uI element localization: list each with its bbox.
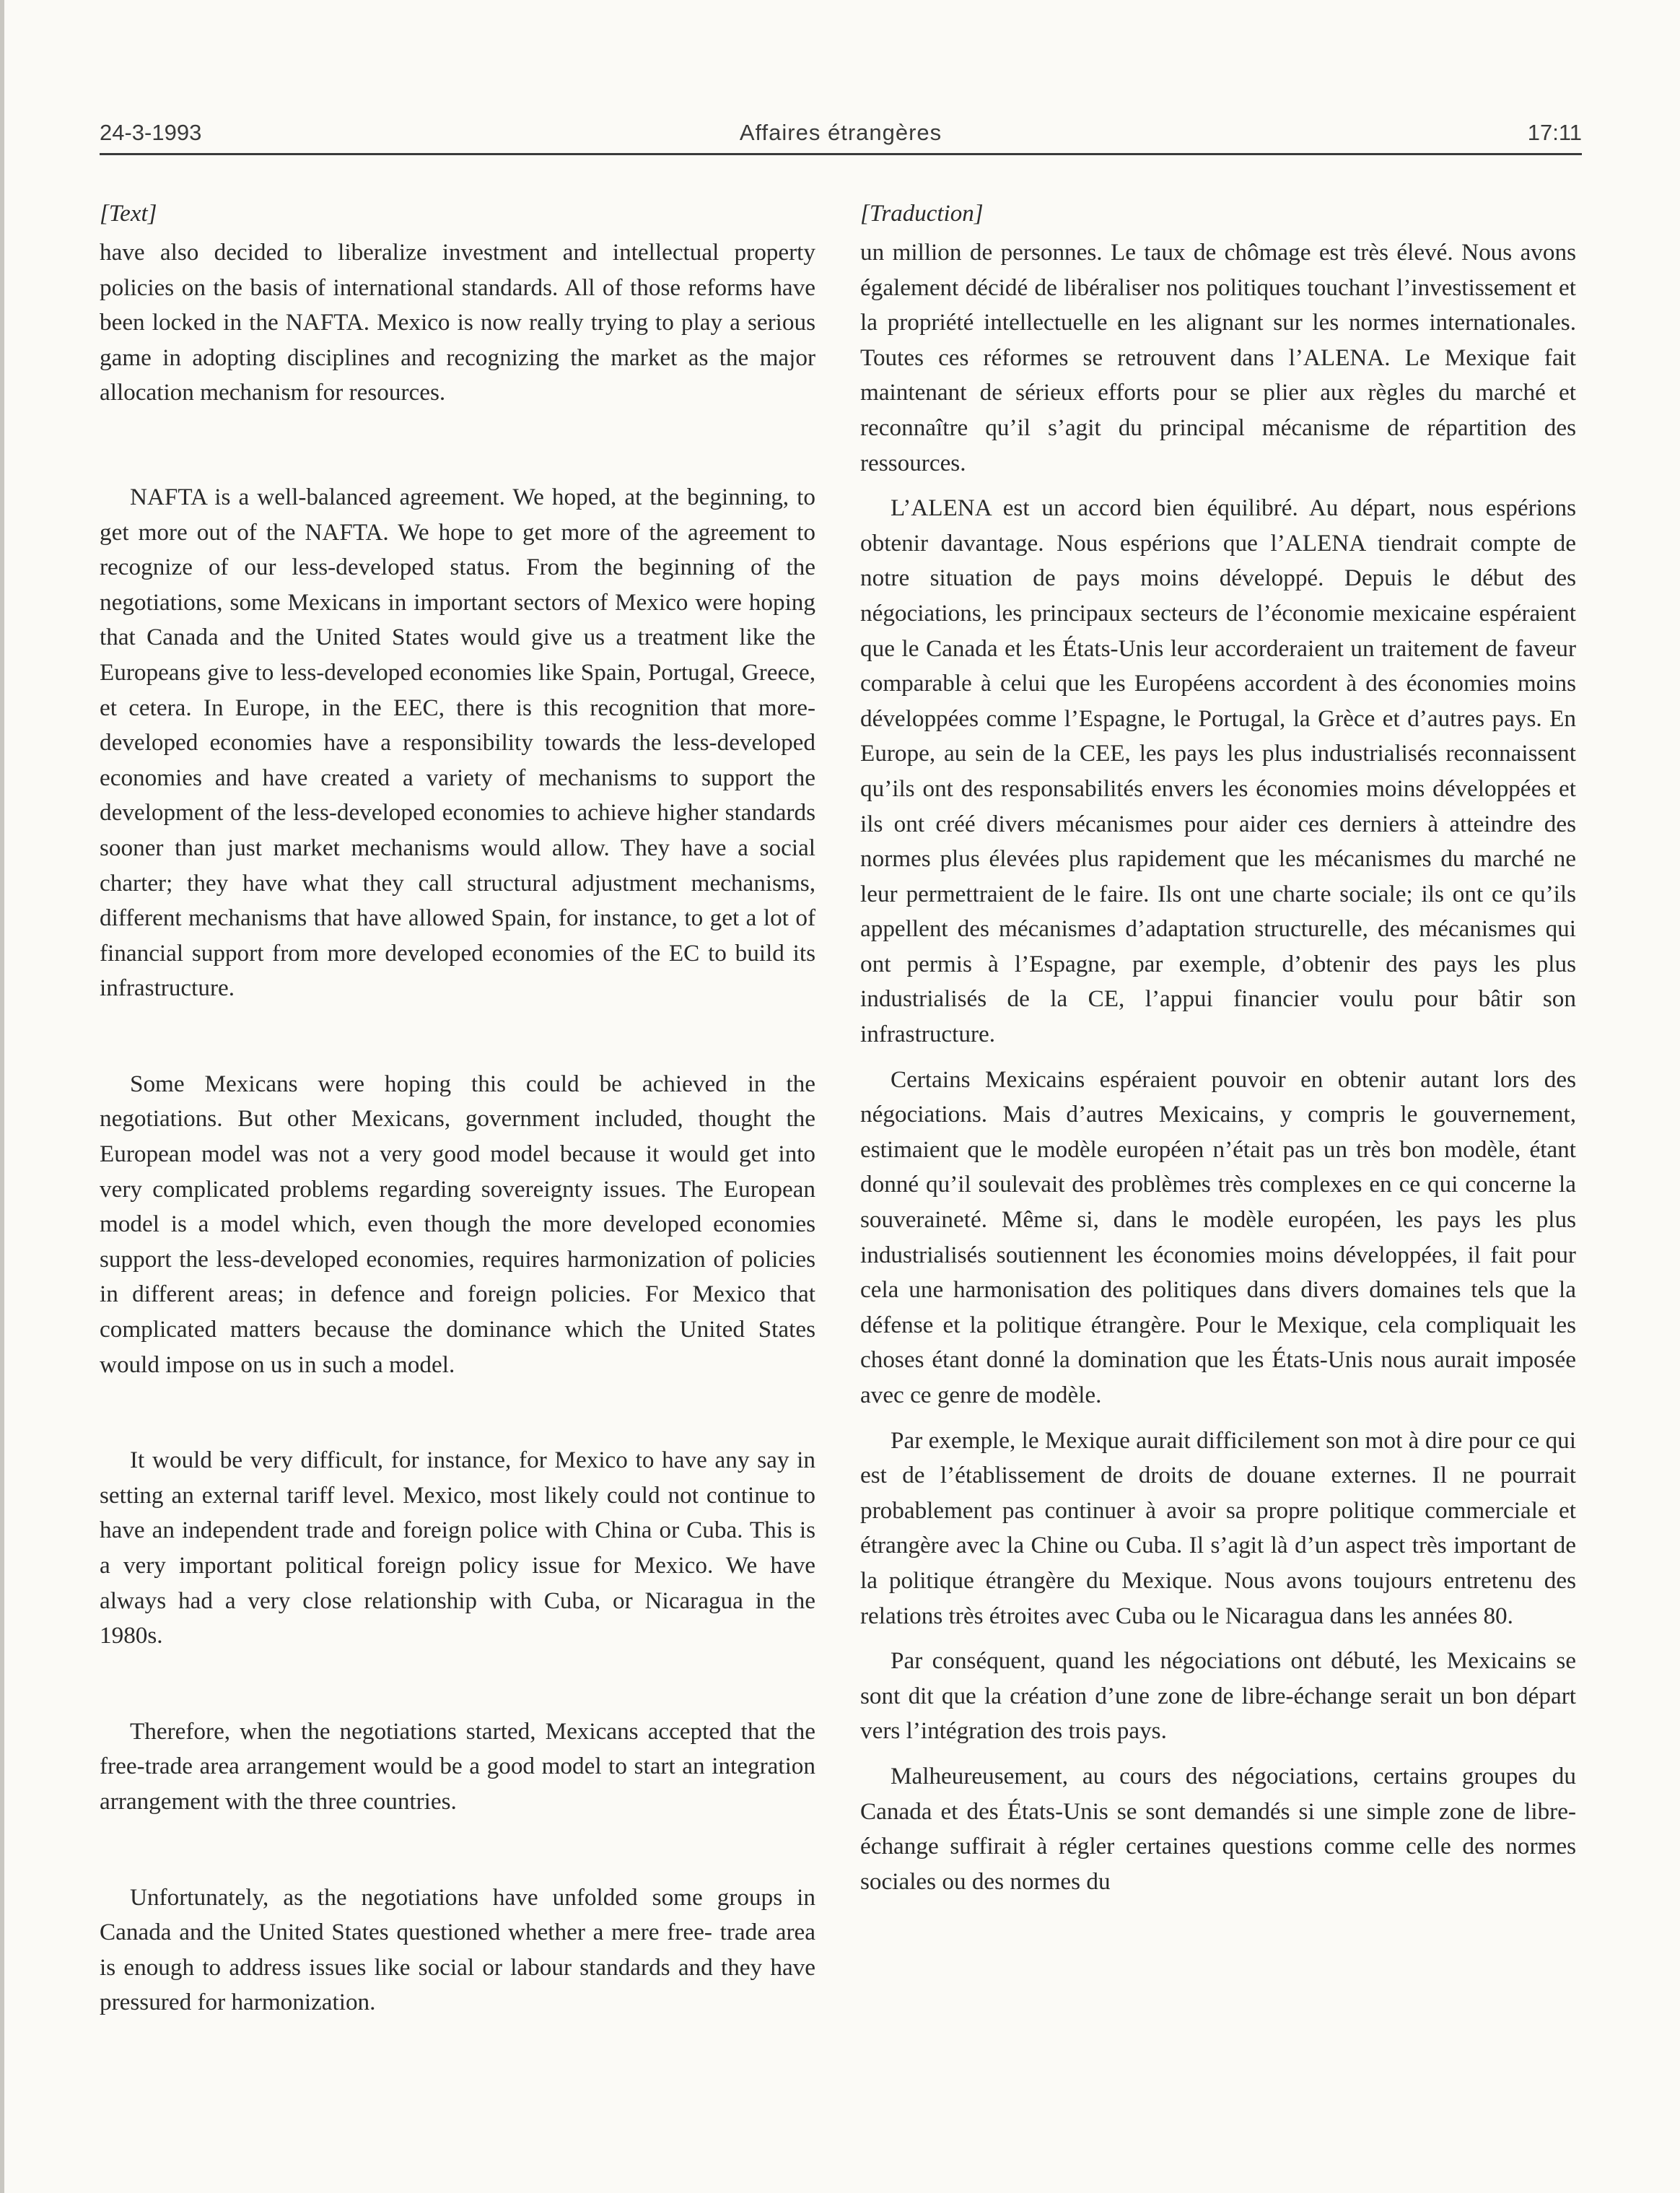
paragraph: Therefore, when the negotiations started, Mexicans accepted that the free-trade area arrangement would be a good model to start an integration arrangement with the three countries. — [100, 1717, 815, 1815]
page-header — [100, 120, 1582, 153]
paragraph: Par conséquent, quand les négociations ont débuté, les Mexicains se sont dit que la création d’une zone de libre-échange serait un bon départ vers l’intégration des trois pays. — [860, 1647, 1576, 1745]
header-rule — [100, 153, 1582, 155]
header-title: Affaires étrangères — [739, 120, 942, 145]
header-page-number: 17:11 — [1527, 120, 1582, 145]
paragraph: un million de personnes. Le taux de chômage est très élevé. Nous avons également décidé de libéraliser nos politiques touchant l’investissement et la propriété intellectuelle en les alignant sur les normes internationales. Toutes ces réformes se retrouvent dans l’ALENA. Le Mexique fait maintenant de sérieux efforts pour se plier aux règles du marché et reconnaître qu’il s’agit du principal mécanisme de répartition des ressources. — [860, 239, 1576, 476]
column-label-text: [Text] — [100, 201, 157, 227]
english-column — [100, 196, 815, 2081]
paragraph: Some Mexicans were hoping this could be achieved in the negotiations. But other Mexicans, government included, thought the European model was not a very good model because it would get into very complicated problems regarding sovereignty issues. The European model is a model which, even though the more developed economies support the less-developed economies, requires harmonization of policies in different areas; in defence and foreign policies. For Mexico that complicated matters because the dominance which the United States would impose on us in such a model. — [100, 1070, 815, 1378]
paragraph: It would be very difficult, for instance, for Mexico to have any say in setting an external tariff level. Mexico, most likely could not continue to have an independent trade and foreign police with China or Cuba. This is a very important political foreign policy issue for Mexico. We have always had a very close relationship with Cuba, or Nicaragua in the 1980s. — [100, 1447, 815, 1649]
column-label-traduction: [Traduction] — [860, 201, 984, 227]
paragraph: L’ALENA est un accord bien équilibré. Au départ, nous espérions obtenir davantage. Nous espérions que l’ALENA tiendrait compte de notre situation de pays moins développé. Depuis le début des négociations, les principaux secteurs de l’économie mexicaine espéraient que le Canada et les États-Unis leur accorderaient un traitement de faveur comparable à celui que les Européens accordent à des économies moins développées comme l’Espagne, le Portugal, la Grèce et d’autres pays. En Europe, au sein de la CEE, les pays les plus industrialisés reconnaissent qu’ils ont des responsabilités envers les économies moins développées et ils ont créé divers mécanismes pour aider ces derniers à atteindre des normes plus élevées plus rapidement que les mécanismes du marché ne leur permettraient de le faire. Ils ont une charte sociale; ils ont ce qu’ils appellent des mécanismes d’adaptation structurelle, des mécanismes qui ont permis à l’Espagne, par exemple, d’obtenir des pays les plus industrialisés de la CE, l’appui financier voulu pour bâtir son infrastructure. — [860, 494, 1576, 1048]
paragraph: Certains Mexicains espéraient pouvoir en obtenir autant lors des négociations. Mais d’autres Mexicains, y compris le gouvernement, estimaient que le modèle européen n’était pas un très bon modèle, étant donné qu’il soulevait des problèmes très complexes en ce qui concerne la souveraineté. Même si, dans le modèle européen, les pays les plus industrialisés soutiennent les économies moins développées, il fait pour cela une harmonisation des politiques dans divers domaines tels que la défense et la politique étrangère. Pour le Mexique, cela compliquait les choses étant donné la domination que les États-Unis nous aurait imposée avec ce genre de modèle. — [860, 1065, 1576, 1408]
paragraph: Unfortunately, as the negotiations have unfolded some groups in Canada and the United States questioned whether a mere free- trade area is enough to address issues like social or labour standards and they have pressured for harmonization. — [100, 1883, 815, 2016]
scan-edge — [0, 0, 4, 2193]
french-column — [860, 196, 1576, 1909]
paragraph: NAFTA is a well-balanced agreement. We hoped, at the beginning, to get more out of the NAFTA. We hope to get more of the agreement to recognize of our less-developed status. From the beginning of the negotiations, some Mexicans in important sectors of Mexico were hoping that Canada and the United States would give us a treatment like the Europeans give to less-developed economies like Spain, Portugal, Greece, et cetera. In Europe, in the EEC, there is this recognition that more-developed economies have a responsibility towards the less-developed economies and have created a variety of mechanisms to support the development of the less-developed economies to achieve higher standards sooner than just market mechanisms would allow. They have a social charter; they have what they call structural adjustment mechanisms, different mechanisms that have allowed Spain, for instance, to get a lot of financial support from more developed economies of the EC to build its infrastructure. — [100, 483, 815, 1002]
header-date: 24-3-1993 — [100, 120, 202, 145]
paragraph: Par exemple, le Mexique aurait difficilement son mot à dire pour ce qui est de l’établissement de droits de douane externes. Il ne pourrait probablement pas continuer à avoir sa propre politique commerciale et étrangère avec la Chine ou Cuba. Il s’agit là d’un aspect très important de la politique étrangère du Mexique. Nous avons toujours entretenu des relations très étroites avec Cuba ou le Nicaragua dans les années 80. — [860, 1426, 1576, 1629]
paragraph: have also decided to liberalize investment and intellectual property policies on the basis of international standards. All of those reforms have been locked in the NAFTA. Mexico is now really trying to play a serious game in adopting disciplines and recognizing the market as the major allocation mechanism for resources. — [100, 239, 815, 406]
paragraph: Malheureusement, au cours des négociations, certains groupes du Canada et des États-Unis se sont demandés si une simple zone de libre-échange suffirait à régler certaines questions comme celle des normes sociales ou des normes du — [860, 1762, 1576, 1895]
